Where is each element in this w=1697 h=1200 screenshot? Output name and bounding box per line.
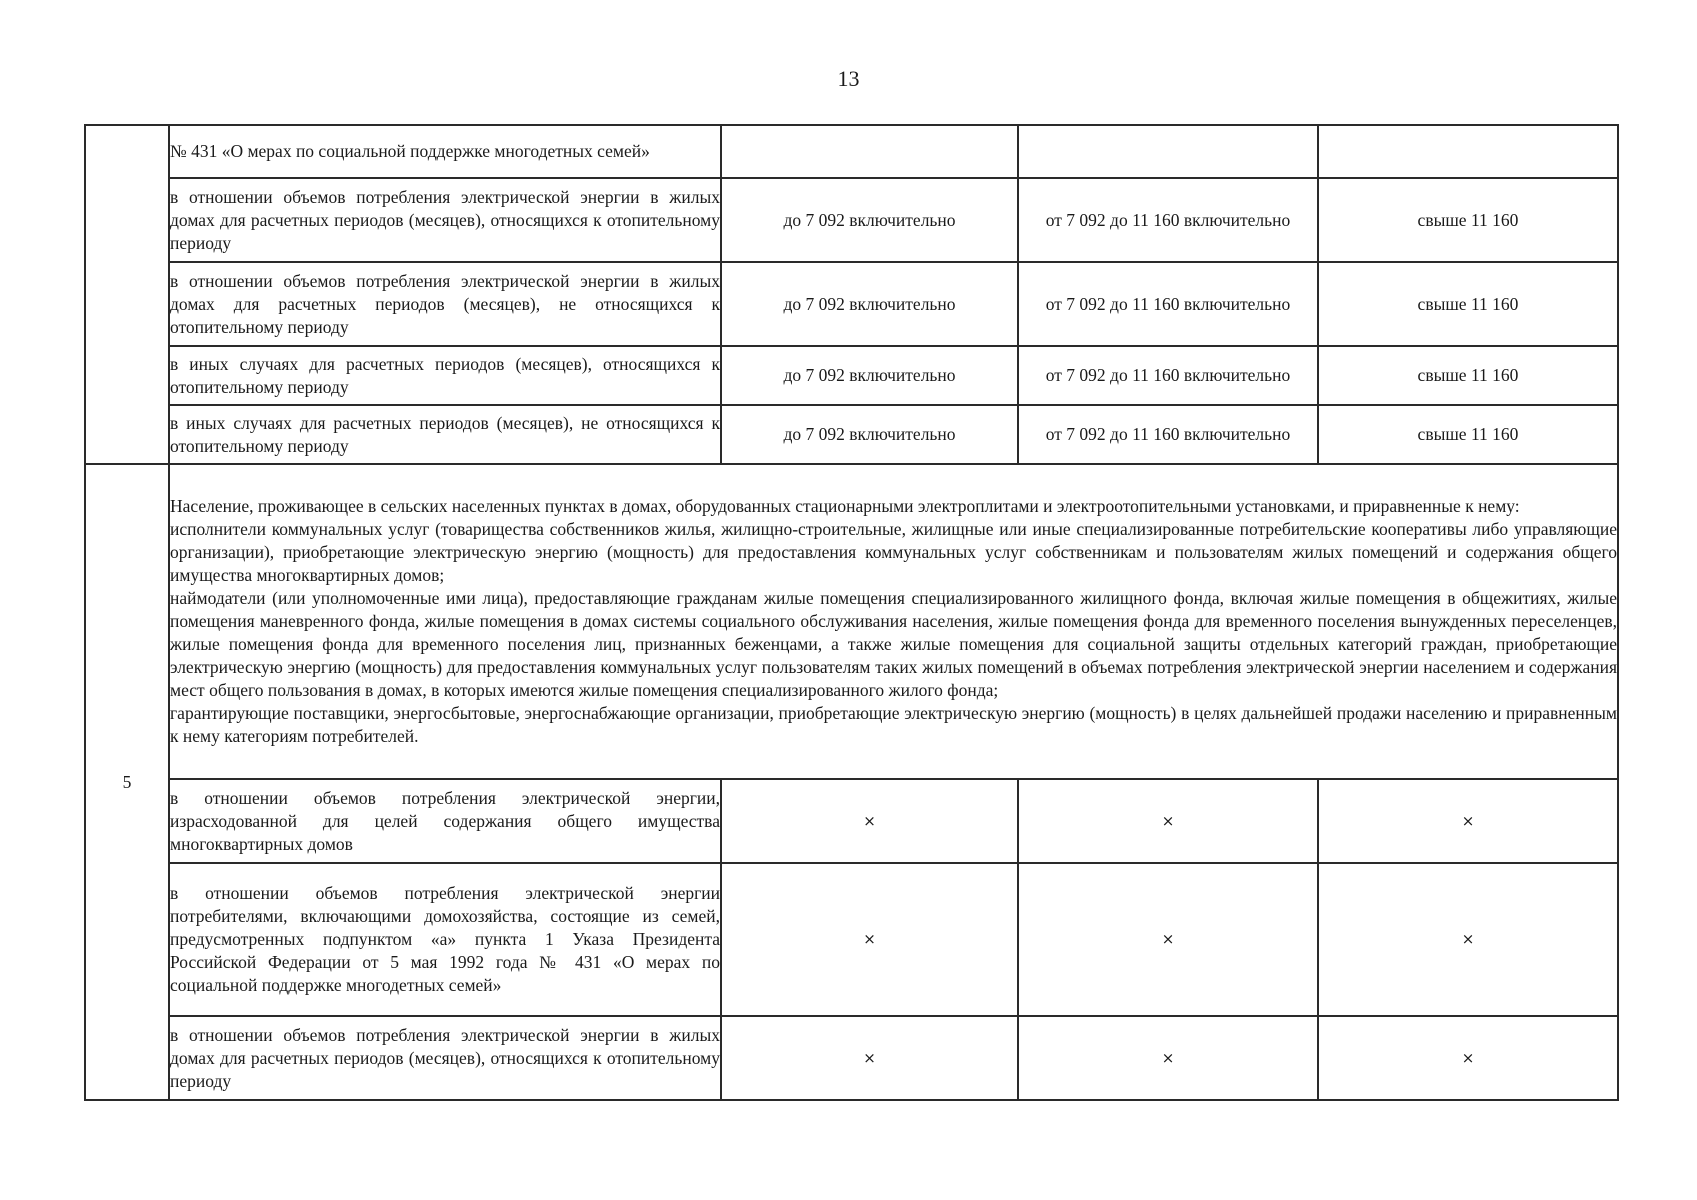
not-applicable-mark: × [1318, 779, 1618, 863]
table-row [85, 262, 1618, 346]
not-applicable-mark: × [1018, 863, 1318, 1016]
value-cell-1: до 7 092 включительно [721, 178, 1018, 262]
section-paragraph: наймодатели (или уполномоченные ими лица), предоставляющие гражданам жилые помещения специализированного жилищного фонда, включая жилые помещения в общежитиях, жилые помещения маневренного фонда, жилые помещения в домах системы социального обслуживания населения, жилые помещения фонда для временного поселения вынужденных переселенцев, жилые помещения фонда для временного поселения лиц, признанных беженцами, а также жилые помещения для социальной защиты отдельных категорий граждан, приобретающие электрическую энергию (мощность) для предоставления коммунальных услуг пользователям таких жилых помещений в объемах потребления электрической энергии населением и содержания мест общего пользования в домах, в которых имеются жилые помещения специализированного жилого фонда; [170, 588, 1617, 700]
page-number: 13 [837, 66, 860, 91]
section-number: 5 [85, 464, 169, 1100]
row-description: в отношении объемов потребления электрической энергии, израсходованной для целей содержания общего имущества многоквартирных домов [169, 779, 721, 863]
table-row [85, 1016, 1618, 1100]
row-description: в отношении объемов потребления электрической энергии в жилых домах для расчетных периодов (месяцев), не относящихся к отопительному периоду [169, 262, 721, 346]
section-paragraph: гарантирующие поставщики, энергосбытовые, энергоснабжающие организации, приобретающие электрическую энергию (мощность) в целях дальнейшей продажи населению и приравненным к нему категориям потребителей. [170, 703, 1617, 746]
row-description: № 431 «О мерах по социальной поддержке многодетных семей» [169, 125, 721, 178]
table-row [85, 779, 1618, 863]
section-5-description [169, 464, 1618, 779]
value-cell-1: до 7 092 включительно [721, 405, 1018, 464]
value-cell-3 [1318, 125, 1618, 178]
section-paragraph: исполнители коммунальных услуг (товарищества собственников жилья, жилищно-строительные, жилищные или иные специализированные потребительские кооперативы либо управляющие организации), приобретающие электрическую энергию (мощность) для предоставления коммунальных услуг собственникам и пользователям жилых помещений и содержания общего имущества многоквартирных домов; [170, 519, 1617, 585]
table-row [85, 405, 1618, 464]
row-description: в иных случаях для расчетных периодов (месяцев), не относящихся к отопительному периоду [169, 405, 721, 464]
table-row [85, 178, 1618, 262]
not-applicable-mark: × [721, 863, 1018, 1016]
row-number-cell [85, 125, 169, 464]
not-applicable-mark: × [1318, 863, 1618, 1016]
row-description: в иных случаях для расчетных периодов (месяцев), относящихся к отопительному периоду [169, 346, 721, 405]
value-cell-3: свыше 11 160 [1318, 178, 1618, 262]
value-cell-1: до 7 092 включительно [721, 262, 1018, 346]
table-row [85, 125, 1618, 178]
table-row [85, 346, 1618, 405]
value-cell-2: от 7 092 до 11 160 включительно [1018, 262, 1318, 346]
value-cell-3: свыше 11 160 [1318, 262, 1618, 346]
not-applicable-mark: × [721, 1016, 1018, 1100]
value-cell-1: до 7 092 включительно [721, 346, 1018, 405]
value-cell-3: свыше 11 160 [1318, 405, 1618, 464]
tariff-table [84, 124, 1619, 1101]
table-row [85, 863, 1618, 1016]
row-description: в отношении объемов потребления электрической энергии в жилых домах для расчетных периодов (месяцев), относящихся к отопительному периоду [169, 178, 721, 262]
value-cell-2 [1018, 125, 1318, 178]
not-applicable-mark: × [1318, 1016, 1618, 1100]
section-paragraph: Население, проживающее в сельских населенных пунктах в домах, оборудованных стационарными электроплитами и электроотопительными установками, и приравненные к нему: [170, 496, 1520, 516]
not-applicable-mark: × [1018, 779, 1318, 863]
value-cell-2: от 7 092 до 11 160 включительно [1018, 346, 1318, 405]
row-description: в отношении объемов потребления электрической энергии в жилых домах для расчетных периодов (месяцев), относящихся к отопительному периоду [169, 1016, 721, 1100]
not-applicable-mark: × [721, 779, 1018, 863]
value-cell-2: от 7 092 до 11 160 включительно [1018, 405, 1318, 464]
row-description: в отношении объемов потребления электрической энергии потребителями, включающими домохозяйства, состоящие из семей, предусмотренных подпунктом «а» пункта 1 Указа Президента Российской Федерации от 5 мая 1992 года № 431 «О мерах по социальной поддержке многодетных семей» [169, 863, 721, 1016]
not-applicable-mark: × [1018, 1016, 1318, 1100]
value-cell-1 [721, 125, 1018, 178]
section-5-header-row [85, 464, 1618, 779]
value-cell-2: от 7 092 до 11 160 включительно [1018, 178, 1318, 262]
value-cell-3: свыше 11 160 [1318, 346, 1618, 405]
